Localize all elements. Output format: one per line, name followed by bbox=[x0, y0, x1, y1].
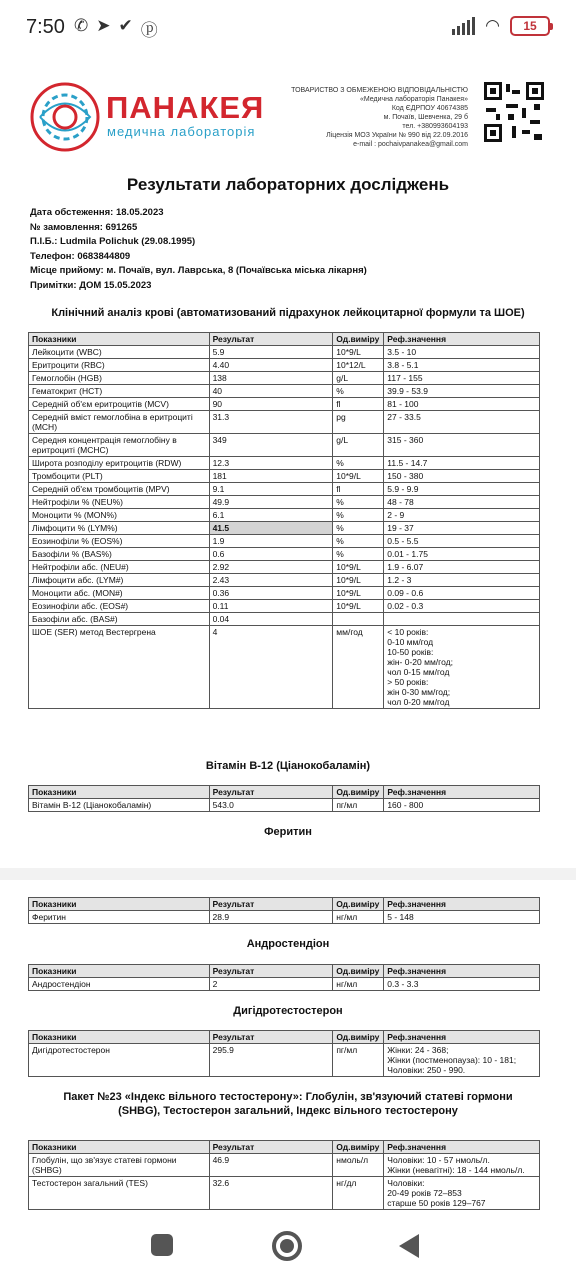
col-header: Показники bbox=[29, 965, 210, 978]
pinterest-icon: ⓟ bbox=[140, 21, 158, 40]
test-name: Середній об'єм еритроцитів (MCV) bbox=[29, 398, 210, 411]
table-header-row bbox=[29, 333, 540, 346]
test-result: 0.11 bbox=[209, 600, 333, 613]
test-name: Вітамін В-12 (Ціанокобаламін) bbox=[29, 799, 210, 812]
qr-code-icon bbox=[482, 80, 546, 144]
test-reference: 5 - 148 bbox=[384, 911, 540, 924]
table-row bbox=[29, 359, 540, 372]
brand-name: ПАНАКЕЯ bbox=[106, 90, 265, 125]
table-row bbox=[29, 346, 540, 359]
ferritin-section-title: Феритин bbox=[264, 826, 312, 838]
test-reference: 0.3 - 3.3 bbox=[384, 978, 540, 991]
test-result: 0.6 bbox=[209, 548, 333, 561]
patient-info bbox=[30, 206, 367, 293]
table-row bbox=[29, 587, 540, 600]
col-header: Од.виміру bbox=[333, 786, 384, 799]
test-name: Гематокрит (HCT) bbox=[29, 385, 210, 398]
test-result: 1.9 bbox=[209, 535, 333, 548]
package-title-line: (SHBG), Тестостерон загальний, Індекс вільного тестостерону bbox=[118, 1105, 458, 1117]
test-reference bbox=[384, 1044, 540, 1077]
order-number: № замовлення: 691265 bbox=[30, 221, 138, 233]
notification-icons bbox=[74, 16, 158, 41]
test-unit: пг/мл bbox=[333, 1044, 384, 1077]
patient-name: П.І.Б.: Ludmila Polichuk (29.08.1995) bbox=[30, 236, 196, 247]
test-name: Моноцити абс. (MON#) bbox=[29, 587, 210, 600]
test-reference: 315 - 360 bbox=[384, 434, 540, 457]
status-time: 7:50 bbox=[26, 16, 65, 38]
test-result: 40 bbox=[209, 385, 333, 398]
test-result: 90 bbox=[209, 398, 333, 411]
test-unit: 10*9/L bbox=[333, 470, 384, 483]
test-name: Лімфоцити % (LYM%) bbox=[29, 522, 210, 535]
test-name: Середня концентрація гемоглобіну в еритроциті (MCHC) bbox=[29, 434, 210, 457]
test-unit: fl bbox=[333, 398, 384, 411]
table-row bbox=[29, 1044, 540, 1077]
test-result: 138 bbox=[209, 372, 333, 385]
table-row bbox=[29, 561, 540, 574]
table-row bbox=[29, 574, 540, 587]
test-unit: 10*9/L bbox=[333, 561, 384, 574]
reception-place: Місце прийому: м. Почаїв, вул. Лаврська, 8 (Почаївська міська лікарня) bbox=[30, 265, 367, 276]
ref-line: 20-49 років 72–853 bbox=[387, 1188, 462, 1198]
test-name: Середній об'єм тромбоцитів (MPV) bbox=[29, 483, 210, 496]
table-row bbox=[29, 548, 540, 561]
col-header: Показники bbox=[29, 898, 210, 911]
ref-line: Жінки (постменопауза): 10 - 181; bbox=[387, 1055, 517, 1065]
table-row bbox=[29, 600, 540, 613]
patient-phone: Телефон: 0683844809 bbox=[30, 250, 131, 262]
table-row bbox=[29, 522, 540, 535]
test-unit: % bbox=[333, 522, 384, 535]
test-reference: 27 - 33.5 bbox=[384, 411, 540, 434]
test-reference bbox=[384, 613, 540, 626]
recent-apps-button[interactable] bbox=[151, 1234, 173, 1256]
test-reference: 0.01 - 1.75 bbox=[384, 548, 540, 561]
table-header-row bbox=[29, 786, 540, 799]
cbc-table bbox=[28, 332, 540, 709]
col-header: Од.виміру bbox=[333, 898, 384, 911]
col-header: Реф.значення bbox=[384, 1141, 540, 1154]
company-details bbox=[268, 86, 468, 149]
test-reference: 0.09 - 0.6 bbox=[384, 587, 540, 600]
notes: Примітки: ДОМ 15.05.2023 bbox=[30, 279, 152, 291]
test-result: 0.36 bbox=[209, 587, 333, 600]
test-reference: 19 - 37 bbox=[384, 522, 540, 535]
ref-line: > 50 років: bbox=[387, 677, 429, 687]
test-unit: пг/мл bbox=[333, 799, 384, 812]
ref-line: старше 50 років 129–767 bbox=[387, 1198, 486, 1208]
table-row bbox=[29, 496, 540, 509]
ref-line: 0-10 мм/год bbox=[387, 637, 434, 647]
androstenedione-section-title: Андростендіон bbox=[246, 938, 330, 950]
table-row bbox=[29, 626, 540, 709]
panakea-logo-icon bbox=[28, 80, 102, 154]
test-reference: 0.02 - 0.3 bbox=[384, 600, 540, 613]
cbc-table-body bbox=[29, 346, 540, 709]
col-header: Результат bbox=[209, 965, 333, 978]
test-name: Феритин bbox=[29, 911, 210, 924]
test-reference: 39.9 - 53.9 bbox=[384, 385, 540, 398]
test-unit: % bbox=[333, 385, 384, 398]
table-row bbox=[29, 411, 540, 434]
col-header: Од.виміру bbox=[333, 1141, 384, 1154]
test-unit: % bbox=[333, 496, 384, 509]
test-unit bbox=[333, 613, 384, 626]
exam-date: Дата обстеження: 18.05.2023 bbox=[30, 207, 164, 218]
test-result: 41.5 bbox=[209, 522, 333, 535]
test-unit: 10*9/L bbox=[333, 574, 384, 587]
androstenedione-table bbox=[28, 964, 540, 991]
test-unit: g/L bbox=[333, 372, 384, 385]
col-header: Реф.значення bbox=[384, 786, 540, 799]
company-line: «Медична лабораторія Панакея» bbox=[359, 96, 468, 103]
battery-icon bbox=[510, 16, 550, 36]
table-row bbox=[29, 613, 540, 626]
ref-line: чол 0-20 мм/год bbox=[387, 697, 450, 707]
back-button[interactable] bbox=[399, 1234, 419, 1258]
table-header-row bbox=[29, 965, 540, 978]
company-line: e-mail : pochaivpanakea@gmail.com bbox=[353, 141, 468, 148]
ferritin-table bbox=[28, 897, 540, 924]
test-reference: 3.5 - 10 bbox=[384, 346, 540, 359]
col-header: Результат bbox=[209, 898, 333, 911]
test-reference: 48 - 78 bbox=[384, 496, 540, 509]
check-icon: ✔ bbox=[118, 16, 133, 35]
test-reference: 1.9 - 6.07 bbox=[384, 561, 540, 574]
table-row bbox=[29, 535, 540, 548]
test-name: Середній вміст гемоглобіна в еритроциті (MCH) bbox=[29, 411, 210, 434]
ref-line: < 10 років: bbox=[387, 627, 429, 637]
package-table bbox=[28, 1140, 540, 1210]
telegram-icon: ➤ bbox=[96, 16, 111, 35]
dht-table bbox=[28, 1030, 540, 1077]
ref-line: Жінки: 24 - 368; bbox=[387, 1045, 449, 1055]
test-result: 28.9 bbox=[209, 911, 333, 924]
test-name: Тестостерон загальний (TES) bbox=[29, 1177, 210, 1210]
company-line: м. Почаїв, Шевченка, 29 б bbox=[383, 114, 468, 121]
test-unit: 10*9/L bbox=[333, 346, 384, 359]
test-name: Базофіли % (BAS%) bbox=[29, 548, 210, 561]
test-unit: 10*9/L bbox=[333, 600, 384, 613]
col-header: Показники bbox=[29, 1031, 210, 1044]
test-unit: нг/дл bbox=[333, 1177, 384, 1210]
report-title: Результати лабораторних досліджень bbox=[126, 175, 450, 194]
test-unit: 10*12/L bbox=[333, 359, 384, 372]
company-line: Ліцензія МОЗ України № 990 від 22.09.2016 bbox=[326, 132, 468, 139]
table-row bbox=[29, 1154, 540, 1177]
col-header: Результат bbox=[209, 786, 333, 799]
col-header: Реф.значення bbox=[384, 333, 540, 346]
test-unit: % bbox=[333, 457, 384, 470]
test-result: 0.04 bbox=[209, 613, 333, 626]
table-row bbox=[29, 911, 540, 924]
package-title-line: Пакет №23 «Індекс вільного тестостерону»: Глобулін, зв'язуючий статеві гормони bbox=[63, 1091, 513, 1103]
table-row bbox=[29, 483, 540, 496]
test-name: Базофіли абс. (BAS#) bbox=[29, 613, 210, 626]
test-unit: нг/мл bbox=[333, 978, 384, 991]
ref-line: Чоловіки: bbox=[387, 1178, 425, 1188]
lab-report-document bbox=[0, 60, 576, 838]
test-unit: g/L bbox=[333, 434, 384, 457]
table-row bbox=[29, 398, 540, 411]
table-row bbox=[29, 978, 540, 991]
test-unit: % bbox=[333, 535, 384, 548]
dht-section-title: Дигідротестостерон bbox=[233, 1005, 343, 1017]
test-result: 4 bbox=[209, 626, 333, 709]
test-result: 2.43 bbox=[209, 574, 333, 587]
col-header: Реф.значення bbox=[384, 898, 540, 911]
table-row bbox=[29, 799, 540, 812]
company-line: ТОВАРИСТВО З ОБМЕЖЕНОЮ ВІДПОВІДАЛЬНІСТЮ bbox=[291, 87, 468, 94]
b12-section-title: Вітамін В-12 (Ціанокобаламін) bbox=[205, 760, 371, 772]
ref-line: Жінки (невагітні): 18 - 144 нмоль/л. bbox=[387, 1165, 525, 1175]
test-unit: fl bbox=[333, 483, 384, 496]
test-reference: 3.8 - 5.1 bbox=[384, 359, 540, 372]
phone-off-icon: ✆ bbox=[74, 16, 89, 35]
test-reference: 0.5 - 5.5 bbox=[384, 535, 540, 548]
signal-icon bbox=[452, 17, 475, 35]
test-unit: pg bbox=[333, 411, 384, 434]
test-name: Еозинофіли абс. (EOS#) bbox=[29, 600, 210, 613]
ref-line: чол 0-15 мм/год bbox=[387, 667, 450, 677]
test-result: 9.1 bbox=[209, 483, 333, 496]
company-line: Код ЄДРПОУ 40674385 bbox=[391, 105, 468, 112]
col-header: Показники bbox=[29, 1141, 210, 1154]
test-unit: мм/год bbox=[333, 626, 384, 709]
test-name: Лімфоцити абс. (LYM#) bbox=[29, 574, 210, 587]
navigation-bar bbox=[0, 1212, 576, 1280]
test-name: Тромбоцити (PLT) bbox=[29, 470, 210, 483]
test-result: 2 bbox=[209, 978, 333, 991]
battery-level: 15 bbox=[523, 19, 537, 33]
ref-line: 10-50 років: bbox=[387, 647, 434, 657]
test-result: 4.40 bbox=[209, 359, 333, 372]
table-row bbox=[29, 434, 540, 457]
test-name: Широта розподілу еритроцитів (RDW) bbox=[29, 457, 210, 470]
col-header: Показники bbox=[29, 333, 210, 346]
col-header: Реф.значення bbox=[384, 1031, 540, 1044]
test-reference: 1.2 - 3 bbox=[384, 574, 540, 587]
wifi-icon: ◠ bbox=[485, 16, 500, 35]
test-result: 543.0 bbox=[209, 799, 333, 812]
table-row bbox=[29, 457, 540, 470]
test-name: Еритроцити (RBC) bbox=[29, 359, 210, 372]
test-reference: 117 - 155 bbox=[384, 372, 540, 385]
test-unit: % bbox=[333, 548, 384, 561]
b12-table bbox=[28, 785, 540, 812]
test-name: ШОЕ (SER) метод Вестергрена bbox=[29, 626, 210, 709]
table-header-row bbox=[29, 898, 540, 911]
col-header: Од.виміру bbox=[333, 965, 384, 978]
test-result: 5.9 bbox=[209, 346, 333, 359]
test-reference: 81 - 100 bbox=[384, 398, 540, 411]
col-header: Од.виміру bbox=[333, 333, 384, 346]
test-name: Гемоглобін (HGB) bbox=[29, 372, 210, 385]
brand-subtitle: медична лабораторія bbox=[107, 124, 256, 139]
table-row bbox=[29, 1177, 540, 1210]
page-break bbox=[0, 868, 576, 880]
test-result: 181 bbox=[209, 470, 333, 483]
test-name: Еозинофіли % (EOS%) bbox=[29, 535, 210, 548]
test-result: 349 bbox=[209, 434, 333, 457]
test-reference: 5.9 - 9.9 bbox=[384, 483, 540, 496]
test-result: 12.3 bbox=[209, 457, 333, 470]
cbc-section-title: Клінічний аналіз крові (автоматизований підрахунок лейкоцитарної формули та ШОЕ) bbox=[51, 307, 525, 319]
test-name: Андростендіон bbox=[29, 978, 210, 991]
package-section-title bbox=[0, 1090, 576, 1118]
table-row bbox=[29, 509, 540, 522]
col-header: Результат bbox=[209, 1031, 333, 1044]
test-unit: % bbox=[333, 509, 384, 522]
col-header: Реф.значення bbox=[384, 965, 540, 978]
test-result: 6.1 bbox=[209, 509, 333, 522]
test-unit: нмоль/л bbox=[333, 1154, 384, 1177]
table-header-row bbox=[29, 1141, 540, 1154]
test-reference bbox=[384, 626, 540, 709]
col-header: Результат bbox=[209, 333, 333, 346]
test-reference: 160 - 800 bbox=[384, 799, 540, 812]
test-unit: 10*9/L bbox=[333, 587, 384, 600]
status-bar bbox=[0, 0, 576, 58]
test-name: Нейтрофіли абс. (NEU#) bbox=[29, 561, 210, 574]
col-header: Показники bbox=[29, 786, 210, 799]
test-result: 49.9 bbox=[209, 496, 333, 509]
ref-line: Чоловіки: 10 - 57 нмоль/л. bbox=[387, 1155, 490, 1165]
test-reference bbox=[384, 1154, 540, 1177]
test-reference: 2 - 9 bbox=[384, 509, 540, 522]
test-result: 32.6 bbox=[209, 1177, 333, 1210]
test-name: Дигідротестостерон bbox=[29, 1044, 210, 1077]
col-header: Результат bbox=[209, 1141, 333, 1154]
test-name: Моноцити % (MON%) bbox=[29, 509, 210, 522]
test-name: Глобулін, що зв'язує статеві гормони (SHBG) bbox=[29, 1154, 210, 1177]
test-reference bbox=[384, 1177, 540, 1210]
test-name: Лейкоцити (WBC) bbox=[29, 346, 210, 359]
system-icons bbox=[452, 16, 550, 36]
col-header: Од.виміру bbox=[333, 1031, 384, 1044]
home-button[interactable] bbox=[272, 1231, 302, 1261]
test-result: 2.92 bbox=[209, 561, 333, 574]
test-reference: 150 - 380 bbox=[384, 470, 540, 483]
table-row bbox=[29, 385, 540, 398]
ref-line: жін 0-30 мм/год; bbox=[387, 687, 451, 697]
table-row bbox=[29, 470, 540, 483]
ref-line: жін- 0-20 мм/год; bbox=[387, 657, 453, 667]
test-result: 295.9 bbox=[209, 1044, 333, 1077]
test-reference: 11.5 - 14.7 bbox=[384, 457, 540, 470]
test-result: 46.9 bbox=[209, 1154, 333, 1177]
table-header-row bbox=[29, 1031, 540, 1044]
test-name: Нейтрофіли % (NEU%) bbox=[29, 496, 210, 509]
report-header bbox=[0, 60, 576, 170]
table-row bbox=[29, 372, 540, 385]
ref-line: Чоловіки: 250 - 990. bbox=[387, 1065, 466, 1075]
company-line: тел. +380993604193 bbox=[402, 123, 468, 130]
test-result: 31.3 bbox=[209, 411, 333, 434]
test-unit: нг/мл bbox=[333, 911, 384, 924]
